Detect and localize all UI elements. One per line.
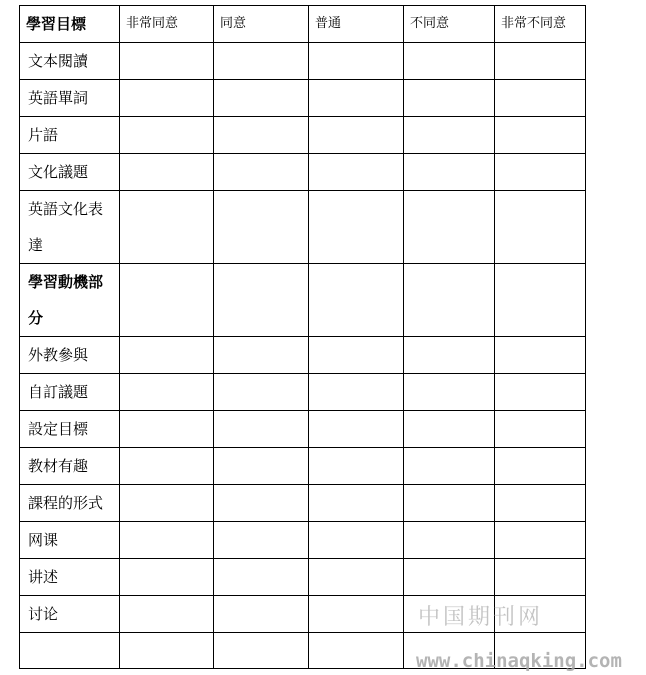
rating-cell [495,337,586,374]
rating-cell [120,43,214,80]
rating-cell [495,485,586,522]
rating-cell [120,191,214,264]
table-row [20,559,586,596]
row-label: 外教參與 [28,346,89,364]
row-label-cell [20,117,120,154]
row-label-cell [20,522,120,559]
row-label-cell [20,485,120,522]
rating-cell [214,596,309,633]
row-label-cell [20,154,120,191]
rating-cell [214,191,309,264]
rating-cell [404,154,495,191]
rating-cell [120,411,214,448]
header-cell-strongly-agree: 非常同意 [120,6,214,43]
rating-cell [404,80,495,117]
rating-cell [495,411,586,448]
rating-cell [120,117,214,154]
rating-cell [495,80,586,117]
rating-cell [214,43,309,80]
rating-cell [404,559,495,596]
rating-cell [495,374,586,411]
row-label: 自訂議題 [28,383,89,401]
section-label: 學習動機部分 [28,273,104,327]
row-label: 讨论 [28,605,59,623]
header-cell-disagree: 不同意 [404,6,495,43]
table-row [20,337,586,374]
row-label-cell [20,633,120,669]
rating-cell [495,264,586,337]
watermark-site-name: 中国期刊网 [418,605,544,630]
row-label-cell [20,411,120,448]
row-label-cell [20,374,120,411]
table-row [20,485,586,522]
rating-cell [214,117,309,154]
rating-cell [120,154,214,191]
header-cell-neutral: 普通 [309,6,404,43]
row-label: 片語 [28,126,59,144]
rating-cell [214,633,309,669]
row-label-cell [20,43,120,80]
rating-cell [309,448,404,485]
row-label-cell [20,337,120,374]
rating-cell [214,374,309,411]
rating-cell [309,633,404,669]
rating-cell [404,411,495,448]
rating-cell [120,337,214,374]
rating-cell [309,522,404,559]
rating-cell [404,191,495,264]
row-label: 英語文化表達 [28,200,104,254]
table-row [20,411,586,448]
row-label: 教材有趣 [28,457,89,475]
rating-cell [309,374,404,411]
rating-cell [214,522,309,559]
table-row [20,374,586,411]
row-label-cell [20,596,120,633]
rating-cell [495,154,586,191]
rating-cell [214,264,309,337]
row-label-cell [20,80,120,117]
row-label: 文本閱讀 [28,52,89,70]
rating-cell [120,264,214,337]
rating-cell [404,337,495,374]
rating-cell [309,154,404,191]
header-row [20,6,586,43]
rating-cell [309,596,404,633]
table-row [20,264,586,337]
rating-cell [214,411,309,448]
header-cell-agree: 同意 [214,6,309,43]
table-row [20,191,586,264]
row-label-cell [20,448,120,485]
rating-cell [120,596,214,633]
rating-cell [214,154,309,191]
row-label: 文化議題 [28,163,89,181]
rating-cell [495,448,586,485]
row-label-cell [20,191,120,264]
rating-cell [309,80,404,117]
rating-cell [309,264,404,337]
rating-cell [404,117,495,154]
rating-cell [309,117,404,154]
rating-cell [404,448,495,485]
survey-table [19,5,586,669]
rating-cell [404,485,495,522]
rating-cell [495,43,586,80]
rating-cell [495,191,586,264]
rating-cell [495,559,586,596]
rating-cell [120,374,214,411]
row-label: 讲述 [28,568,59,586]
table-row [20,448,586,485]
rating-cell [404,522,495,559]
table-row [20,154,586,191]
row-label: 設定目標 [28,420,89,438]
header-cell-strongly-disagree: 非常不同意 [495,6,586,43]
rating-cell [404,374,495,411]
rating-cell [214,448,309,485]
rating-cell [214,80,309,117]
rating-cell [404,264,495,337]
table-body [20,43,586,669]
row-label-cell [20,264,120,337]
rating-cell [309,337,404,374]
rating-cell [309,411,404,448]
rating-cell [214,337,309,374]
row-label: 課程的形式 [28,494,104,512]
table-header [20,6,586,43]
rating-cell [120,633,214,669]
rating-cell [120,448,214,485]
row-label: 网课 [28,531,59,549]
table-row [20,117,586,154]
rating-cell [309,485,404,522]
rating-cell [120,559,214,596]
row-label: 英語單詞 [28,89,89,107]
rating-cell [120,485,214,522]
table-row [20,522,586,559]
rating-cell [309,559,404,596]
rating-cell [214,485,309,522]
row-label-cell [20,559,120,596]
rating-cell [120,522,214,559]
rating-cell [404,43,495,80]
rating-cell [309,191,404,264]
table-row [20,80,586,117]
rating-cell [495,522,586,559]
rating-cell [120,80,214,117]
rating-cell [309,43,404,80]
header-cell-goal: 學習目標 [20,6,120,43]
rating-cell [495,117,586,154]
table-row [20,43,586,80]
watermark-url: www.chinaqking.com [416,650,622,672]
rating-cell [214,559,309,596]
